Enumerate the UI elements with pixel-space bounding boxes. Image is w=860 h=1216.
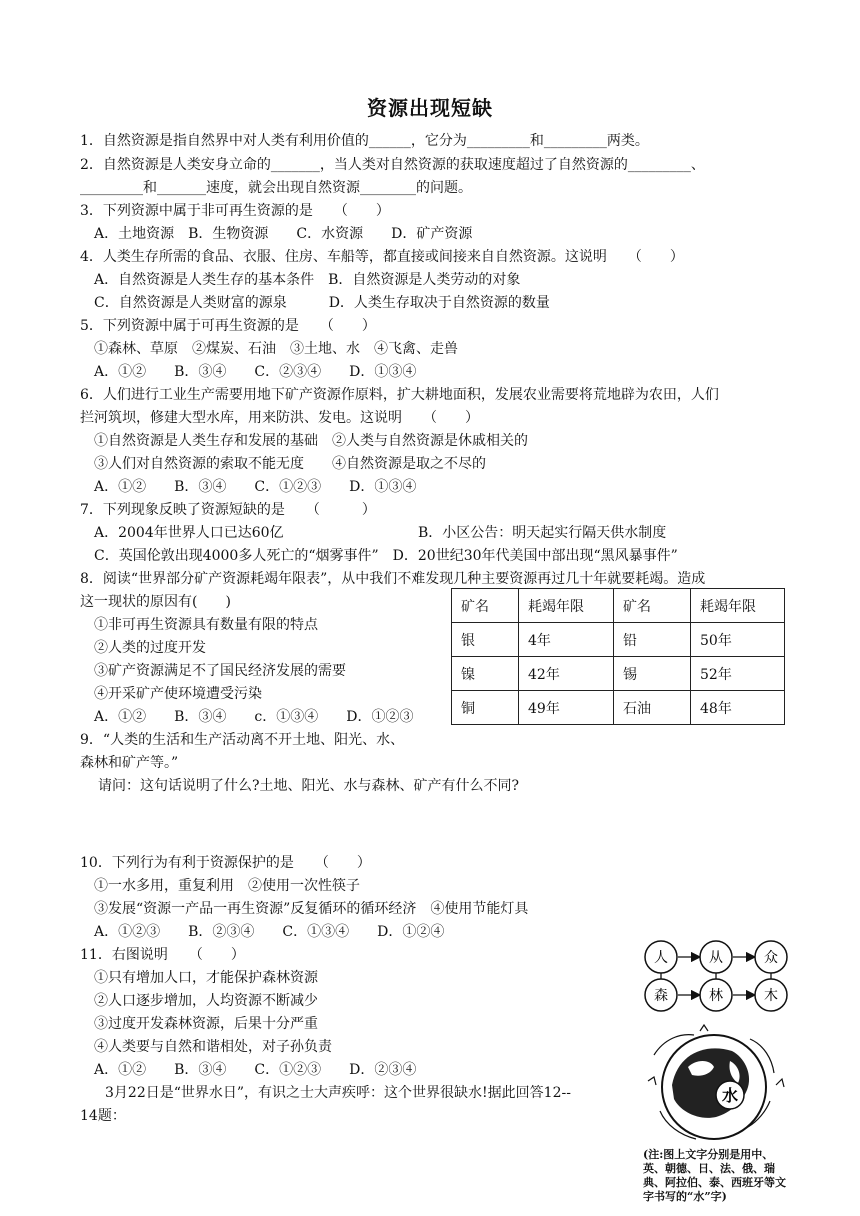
question-5-items: ①森林、草原 ②煤炭、石油 ③土地、水 ④飞禽、走兽 bbox=[94, 341, 458, 357]
figure-char-shui: 水 bbox=[721, 1086, 739, 1105]
figure-char-mu: 木 bbox=[764, 988, 778, 1004]
question-6-cont: 拦河筑坝，修建大型水库，用来防洪、发电。这说明 （ ） bbox=[80, 410, 479, 426]
question-3: 3．下列资源中属于非可再生资源的是 （ ） bbox=[80, 203, 390, 219]
figure-char-cong: 从 bbox=[709, 950, 723, 966]
table-cell: 4年 bbox=[519, 623, 614, 657]
figure-char-ren: 人 bbox=[654, 950, 668, 966]
question-6-options: A．①② B．③④ C．①②③ D．①③④ bbox=[94, 479, 417, 495]
question-8: 8．阅读“世界部分矿产资源耗竭年限表”，从中我们不难发现几种主要资源再过几十年就要耗竭。造成 bbox=[80, 571, 706, 587]
table-header-cell: 耗竭年限 bbox=[691, 589, 785, 623]
table-cell: 铅 bbox=[614, 623, 691, 657]
question-4-options-cd: C．自然资源是人类财富的源泉 D．人类生存取决于自然资源的数量 bbox=[94, 295, 550, 311]
page-title: 资源出现短缺 bbox=[367, 96, 493, 120]
question-7-options-cd: C．英国伦敦出现4000多人死亡的“烟雾事件” D．20世纪30年代美国中部出现“黑风暴事件” bbox=[94, 548, 678, 564]
table-row bbox=[452, 691, 785, 725]
question-9-prompt: 请问：这句话说明了什么?土地、阳光、水与森林、矿产有什么不同? bbox=[98, 778, 520, 794]
question-11-item-4: ④人类要与自然和谐相处，对子孙负责 bbox=[94, 1039, 332, 1055]
table-cell: 52年 bbox=[691, 657, 785, 691]
table-cell: 银 bbox=[452, 623, 519, 657]
question-10-options: A．①②③ B．②③④ C．①③④ D．①②④ bbox=[94, 924, 445, 940]
figure-graphic bbox=[640, 935, 790, 1145]
question-11: 11．右图说明 （ ） bbox=[80, 947, 245, 963]
question-8-item-4: ④开采矿产使环境遭受污染 bbox=[94, 686, 262, 702]
table-cell: 48年 bbox=[691, 691, 785, 725]
table-row bbox=[452, 623, 785, 657]
table-row bbox=[452, 657, 785, 691]
table-cell: 镍 bbox=[452, 657, 519, 691]
question-5-options: A．①② B．③④ C．②③④ D．①③④ bbox=[94, 364, 417, 380]
question-7-option-b: B．小区公告：明天起实行隔天供水制度 bbox=[418, 525, 667, 541]
question-11-item-3: ③过度开发森林资源，后果十分严重 bbox=[94, 1016, 318, 1032]
table-cell: 42年 bbox=[519, 657, 614, 691]
table-cell: 49年 bbox=[519, 691, 614, 725]
forest-people-figure bbox=[640, 935, 790, 1149]
question-7-option-a: A．2004年世界人口已达60亿 bbox=[94, 525, 284, 541]
table-cell: 石油 bbox=[614, 691, 691, 725]
question-6-items-12: ①自然资源是人类生存和发展的基础 ②人类与自然资源是休戚相关的 bbox=[94, 433, 528, 449]
figure-char-zhong: 众 bbox=[764, 950, 778, 966]
mineral-depletion-table bbox=[451, 588, 785, 725]
table-header-cell: 矿名 bbox=[614, 589, 691, 623]
figure-char-lin: 林 bbox=[709, 988, 723, 1004]
question-8-item-2: ②人类的过度开发 bbox=[94, 640, 206, 656]
table-cell: 50年 bbox=[691, 623, 785, 657]
question-8-cont: 这一现状的原因有( ) bbox=[80, 594, 231, 610]
table-cell: 铜 bbox=[452, 691, 519, 725]
question-11-item-1: ①只有增加人口，才能保护森林资源 bbox=[94, 970, 318, 986]
question-8-item-3: ③矿产资源满足不了国民经济发展的需要 bbox=[94, 663, 346, 679]
question-6: 6．人们进行工业生产需要用地下矿产资源作原料，扩大耕地面积，发展农业需要将荒地辟为农田，人们 bbox=[80, 387, 719, 403]
question-11-options: A．①② B．③④ C．①②③ D．②③④ bbox=[94, 1062, 417, 1078]
water-globe-icon bbox=[648, 1025, 784, 1139]
question-8-item-1: ①非可再生资源具有数量有限的特点 bbox=[94, 617, 318, 633]
table-header-cell: 耗竭年限 bbox=[519, 589, 614, 623]
question-3-options: A．土地资源 B．生物资源 C．水资源 D．矿产资源 bbox=[94, 226, 473, 242]
figure-char-sen: 森 bbox=[654, 988, 668, 1004]
figure-note: (注:图上文字分别是用中、英、朝德、日、法、俄、瑞典、阿拉伯、泰、西班牙等文字书写的“水”字) bbox=[643, 1148, 786, 1203]
question-9: 9．“人类的生活和生产活动离不开土地、阳光、水、 bbox=[80, 732, 405, 748]
question-4: 4．人类生存所需的食品、衣服、住房、车船等，都直接或间接来自自然资源。这说明 （ ） bbox=[80, 249, 684, 265]
question-1: 1．自然资源是指自然界中对人类有利用价值的______，它分为_________和_________两类。 bbox=[80, 133, 649, 149]
question-10: 10．下列行为有利于资源保护的是 （ ） bbox=[80, 855, 371, 871]
question-4-options-ab: A．自然资源是人类生存的基本条件 B．自然资源是人类劳动的对象 bbox=[94, 272, 521, 288]
table-cell: 锡 bbox=[614, 657, 691, 691]
table-header-cell: 矿名 bbox=[452, 589, 519, 623]
question-2-cont: _________和_______速度，就会出现自然资源________的问题。 bbox=[80, 180, 472, 196]
question-11-item-2: ②人口逐步增加，人均资源不断减少 bbox=[94, 993, 318, 1009]
question-7: 7．下列现象反映了资源短缺的是 （ ） bbox=[80, 502, 376, 518]
question-10-items-12: ①一水多用，重复利用 ②使用一次性筷子 bbox=[94, 878, 360, 894]
water-day-intro-cont: 14题： bbox=[80, 1108, 126, 1124]
question-10-items-34: ③发展“资源一产品一再生资源”反复循环的循环经济 ④使用节能灯具 bbox=[94, 901, 529, 917]
question-2: 2．自然资源是人类安身立命的_______，当人类对自然资源的获取速度超过了自然资源的_________、 bbox=[80, 157, 705, 173]
question-9-cont: 森林和矿产等。” bbox=[80, 755, 179, 771]
question-6-items-34: ③人们对自然资源的索取不能无度 ④自然资源是取之不尽的 bbox=[94, 456, 486, 472]
question-5: 5．下列资源中属于可再生资源的是 （ ） bbox=[80, 318, 376, 334]
table-header-row bbox=[452, 589, 785, 623]
water-day-intro: 3月22日是“世界水日”，有识之士大声疾呼：这个世界很缺水!据此回答12-- bbox=[105, 1085, 571, 1101]
question-8-options: A．①② B．③④ c．①③④ D．①②③ bbox=[94, 709, 414, 725]
